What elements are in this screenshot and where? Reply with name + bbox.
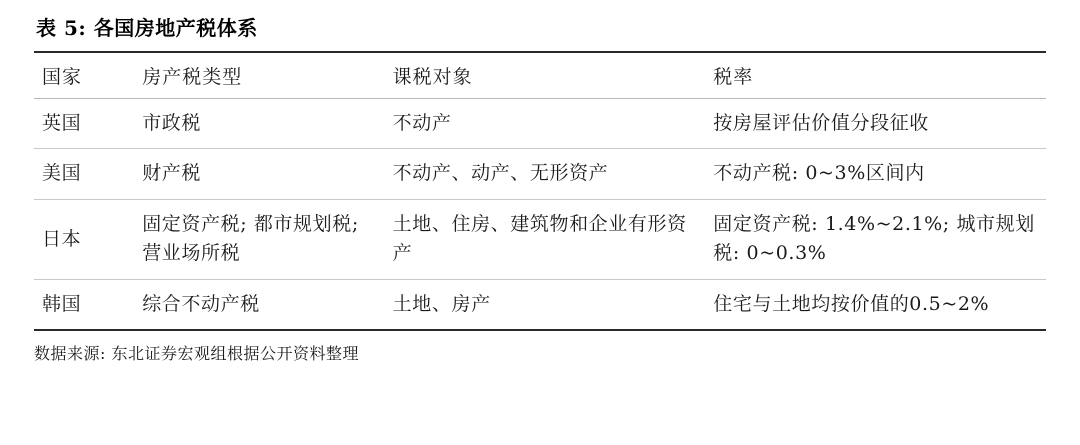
cell-tax-object: 土地、房产 xyxy=(385,279,706,330)
source-note: 数据来源: 东北证券宏观组根据公开资料整理 xyxy=(34,344,359,364)
table-row xyxy=(34,279,1046,330)
cell-country: 美国 xyxy=(34,149,134,199)
table-caption: 表 5: 各国房地产税体系 xyxy=(36,16,258,40)
cell-tax-rate: 按房屋评估价值分段征收 xyxy=(705,99,1046,149)
cell-tax-object: 不动产、动产、无形资产 xyxy=(385,149,706,199)
table-row xyxy=(34,199,1046,279)
cell-tax-type: 固定资产税; 都市规划税; 营业场所税 xyxy=(134,199,384,279)
cell-tax-type: 市政税 xyxy=(134,99,384,149)
table-row xyxy=(34,149,1046,199)
cell-country: 日本 xyxy=(34,199,134,279)
column-header-tax-type: 房产税类型 xyxy=(134,52,384,99)
column-header-tax-rate: 税率 xyxy=(705,52,1046,99)
cell-tax-object: 不动产 xyxy=(385,99,706,149)
table-body xyxy=(34,99,1046,331)
column-header-tax-object: 课税对象 xyxy=(385,52,706,99)
cell-tax-rate: 不动产税: 0~3%区间内 xyxy=(705,149,1046,199)
cell-country: 英国 xyxy=(34,99,134,149)
cell-tax-rate: 固定资产税: 1.4%~2.1%; 城市规划税: 0~0.3% xyxy=(705,199,1046,279)
table-header xyxy=(34,52,1046,99)
cell-tax-type: 综合不动产税 xyxy=(134,279,384,330)
property-tax-table xyxy=(34,51,1046,331)
table-row xyxy=(34,99,1046,149)
cell-tax-object: 土地、住房、建筑物和企业有形资产 xyxy=(385,199,706,279)
cell-tax-rate: 住宅与土地均按价值的0.5~2% xyxy=(705,279,1046,330)
cell-country: 韩国 xyxy=(34,279,134,330)
column-header-country: 国家 xyxy=(34,52,134,99)
cell-tax-type: 财产税 xyxy=(134,149,384,199)
table-header-row xyxy=(34,52,1046,99)
